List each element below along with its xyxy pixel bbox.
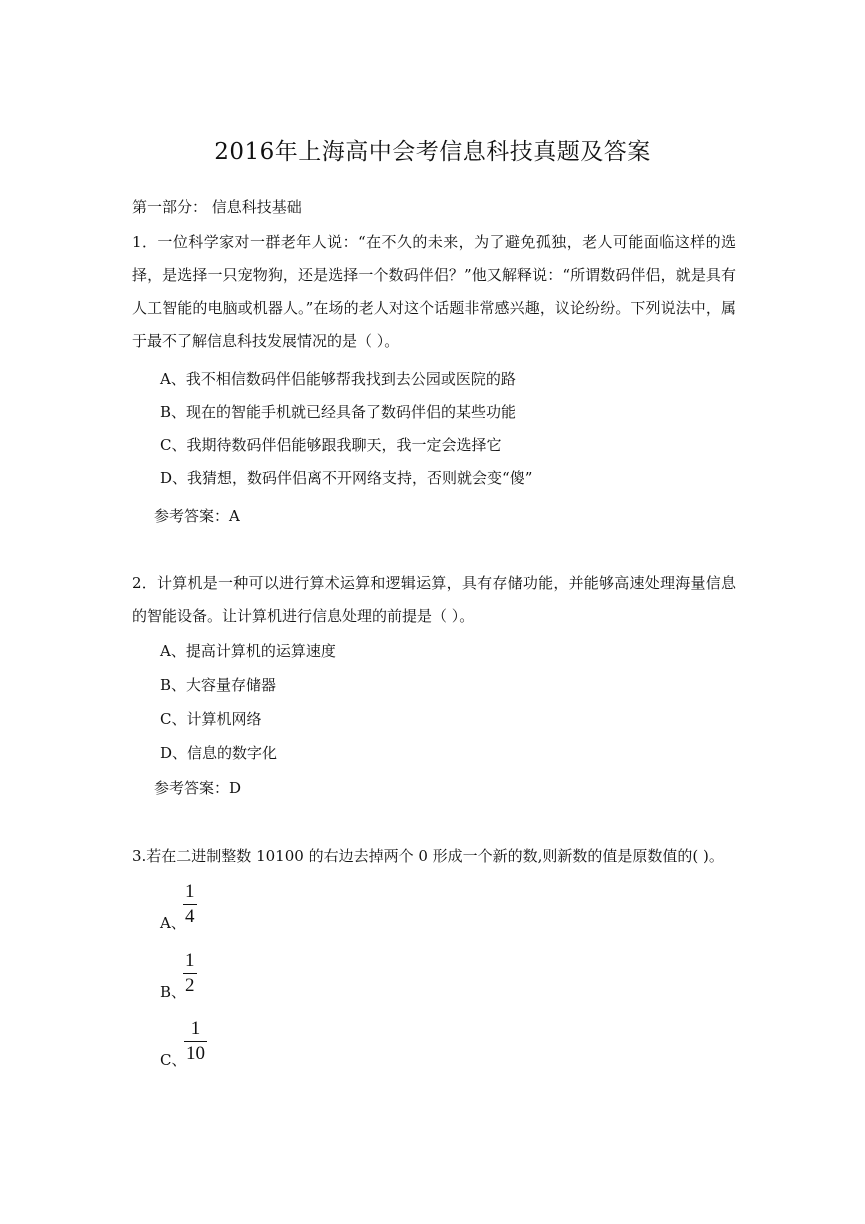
section-heading: 第一部分： 信息科技基础 (132, 198, 302, 216)
question-2-option-c: C、计算机网络 (160, 710, 262, 728)
fraction-bar (183, 904, 197, 905)
fraction-numerator: 1 (185, 950, 195, 971)
question-1-option-a: A、我不相信数码伴侣能够帮我找到去公园或医院的路 (160, 370, 516, 388)
question-1-option-d: D、我猜想，数码伴侣离不开网络支持，否则就会变“傻” (160, 469, 533, 487)
question-2-answer: 参考答案：D (154, 779, 242, 797)
question-1-answer: 参考答案：A (154, 507, 240, 525)
fraction-bar (183, 973, 197, 974)
question-3-stem: 3.若在二进制整数 10100 的右边去掉两个 0 形成一个新的数,则新数的值是原数值的( )。 (132, 847, 724, 865)
question-2-option-b: B、大容量存储器 (160, 676, 277, 694)
fraction-bar (184, 1041, 207, 1042)
question-2-option-d: D、信息的数字化 (160, 744, 278, 762)
fraction-numerator: 1 (190, 1018, 201, 1039)
question-1-option-b: B、现在的智能手机就已经具备了数码伴侣的某些功能 (160, 403, 517, 421)
question-3-option-a-label: A、 (160, 914, 186, 932)
question-3-option-b-fraction (183, 950, 197, 997)
fraction-denominator: 10 (186, 1043, 205, 1064)
question-1-option-c: C、我期待数码伴侣能够跟我聊天，我一定会选择它 (160, 436, 502, 454)
question-1-stem: 1．一位科学家对一群老年人说：“在不久的未来，为了避免孤独，老人可能面临这样的选择，是选择一只宠物狗，还是选择一个数码伴侣？”他又解释说：“所谓数码伴侣，就是具有人工智能的电脑或机器人。”在场的老人对这个话题非常感兴趣，议论纷纷。下列说法中，属于最不了解信息科技发展情况的是（ ）。 (132, 233, 736, 350)
fraction-denominator: 2 (185, 975, 195, 996)
question-3-option-b-label: B、 (160, 983, 187, 1001)
fraction-denominator: 4 (185, 906, 195, 927)
document-title: 2016年上海高中会考信息科技真题及答案 (214, 139, 651, 165)
question-3-option-c-fraction (184, 1018, 207, 1065)
fraction-numerator: 1 (185, 881, 195, 902)
question-3-option-c-label: C、 (160, 1051, 187, 1069)
question-2-option-a: A、提高计算机的运算速度 (160, 642, 336, 660)
question-2-stem: 2．计算机是一种可以进行算术运算和逻辑运算，具有存储功能，并能够高速处理海量信息的智能设备。让计算机进行信息处理的前提是（ ）。 (132, 574, 736, 625)
question-3-option-a-fraction (183, 881, 197, 928)
